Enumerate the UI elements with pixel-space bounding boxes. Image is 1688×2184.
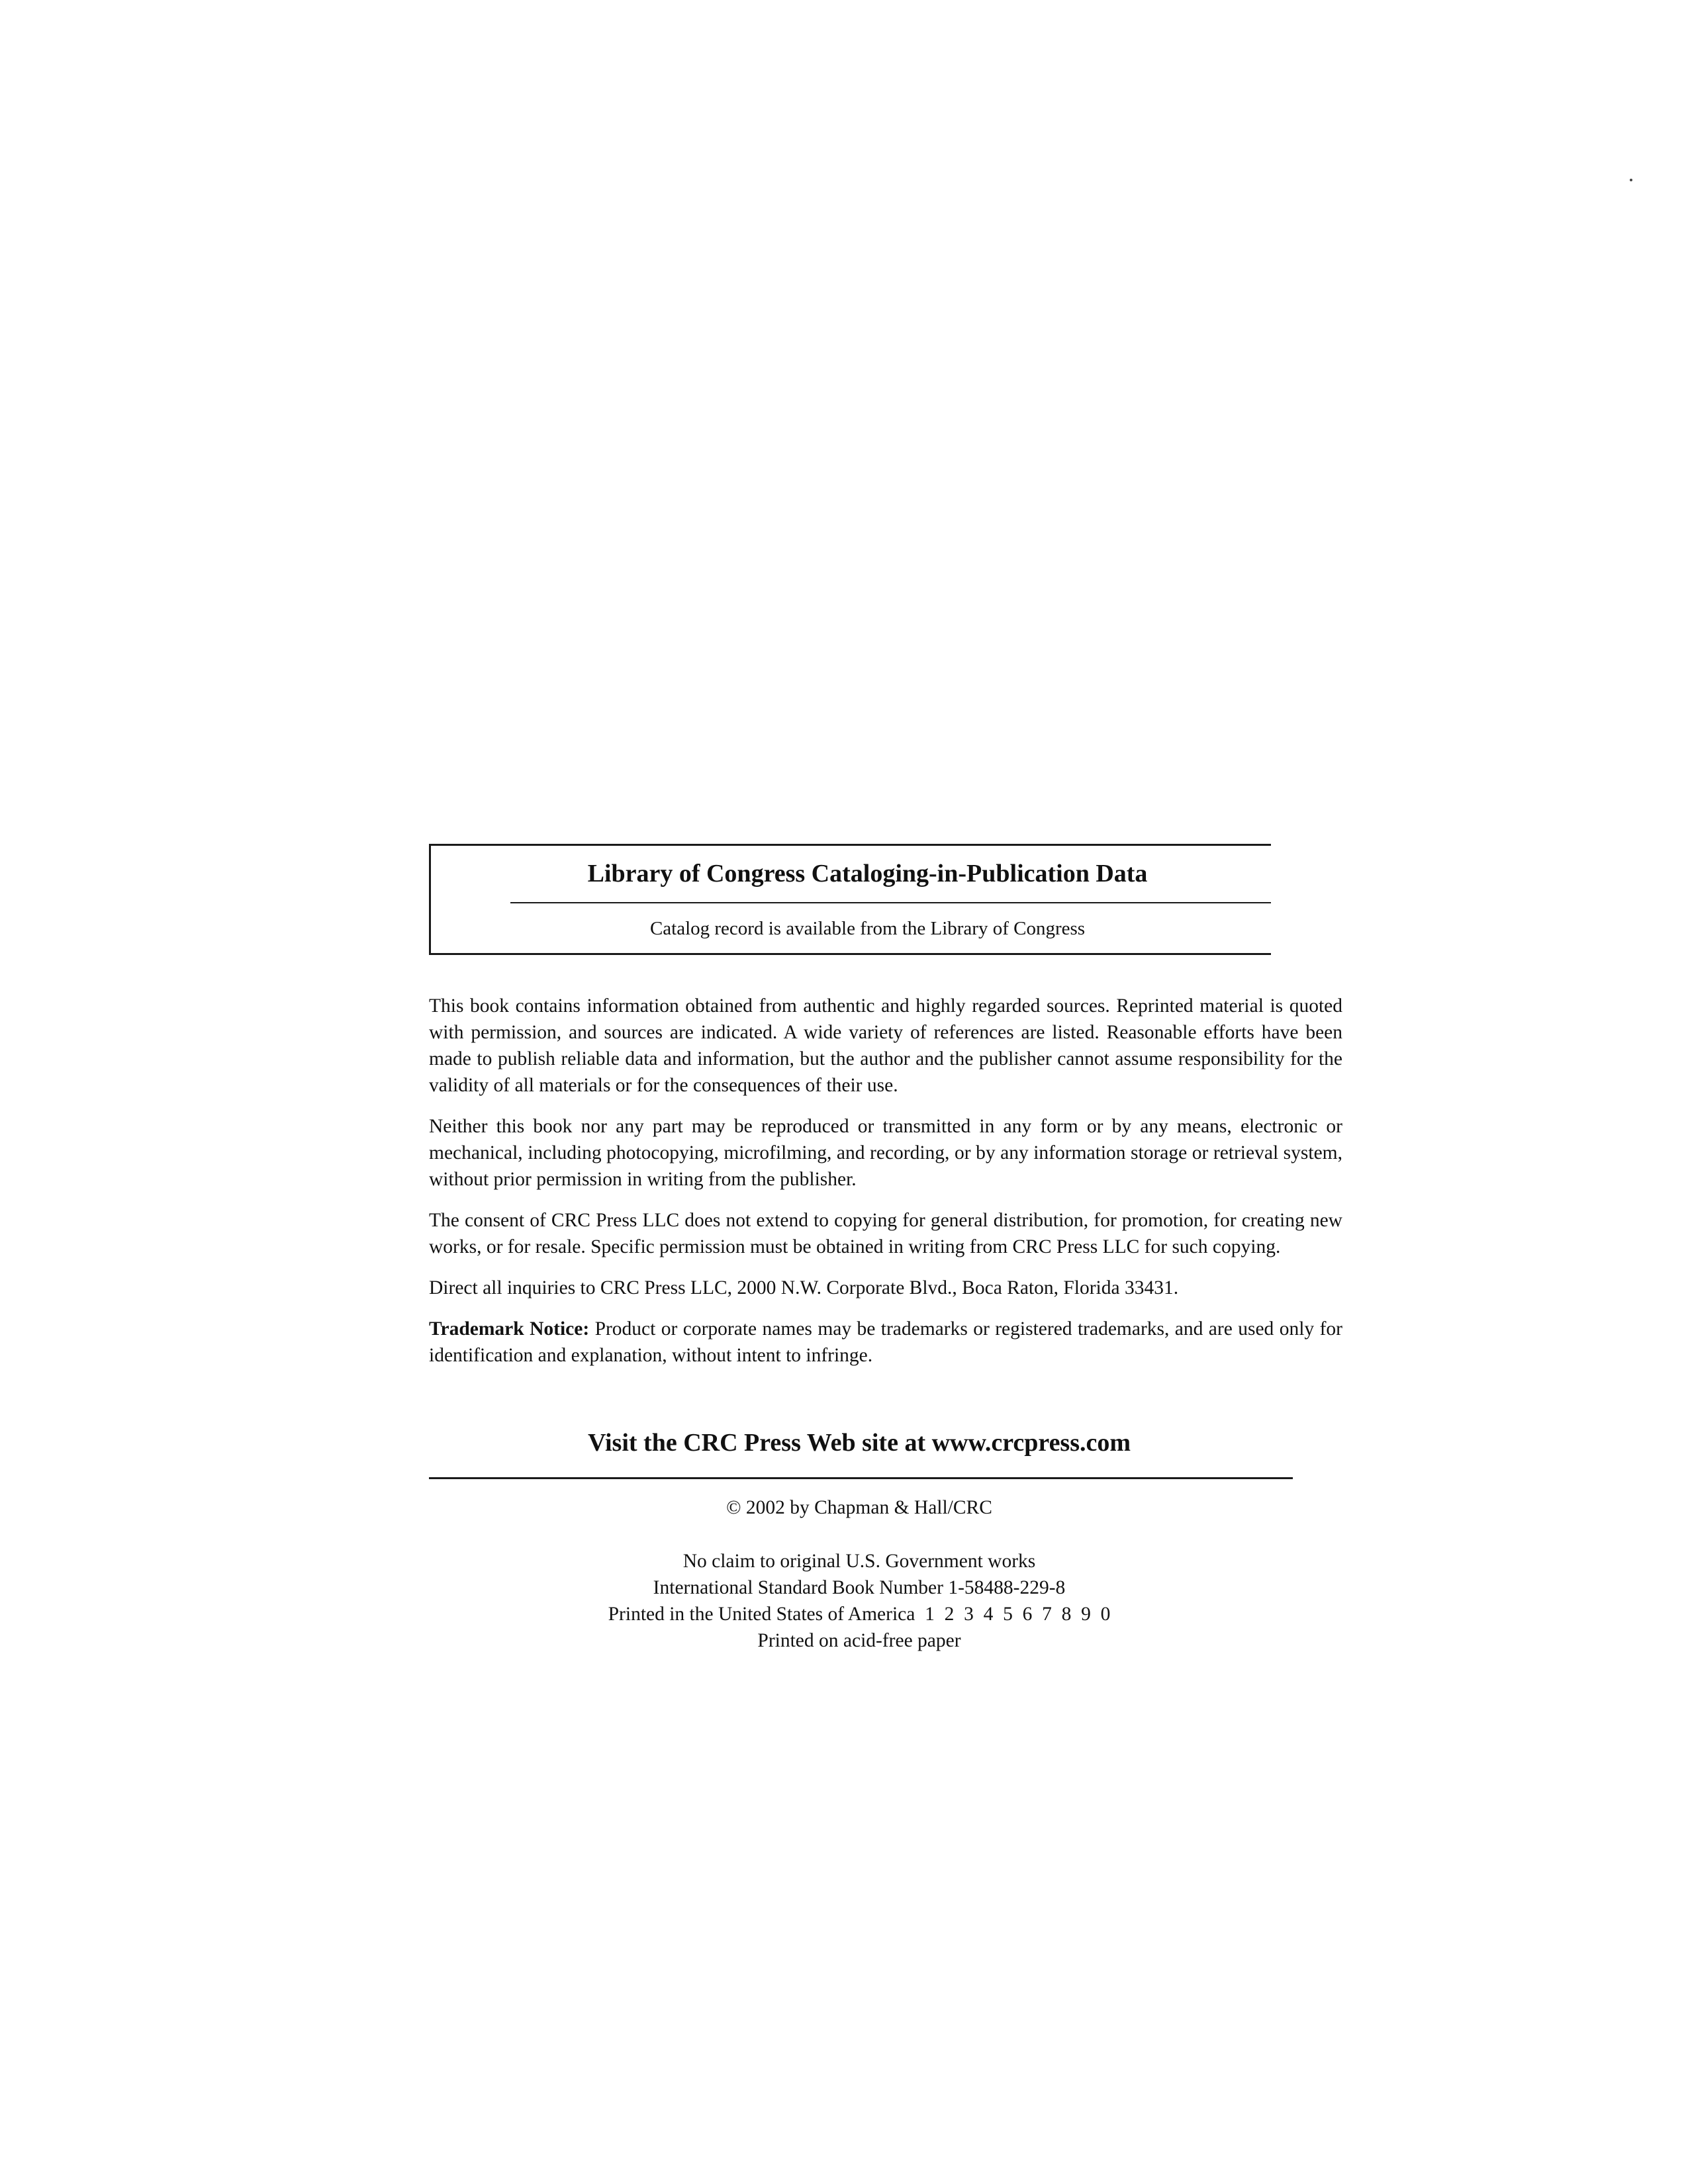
trademark-text: Product or corporate names may be trademarks or registered trademarks, and are used only for identification and explanation, without intent to infringe.: [429, 1318, 1342, 1366]
sources-paragraph: This book contains information obtained from authentic and highly regarded sources. Reprinted material is quoted with permission, and sources are indicated. A wide variety of references are listed. Reasonable efforts have been made to publish reliable data and information, but the author and the publisher cannot assume responsibility for the validity of all materials or for the consequences of their use.: [429, 995, 1342, 1096]
government-works-line: No claim to original U.S. Government works: [682, 1551, 1036, 1572]
isbn-line: International Standard Book Number 1-58488-229-8: [653, 1577, 1066, 1598]
scan-speck: [1630, 179, 1632, 181]
legal-notices: [429, 993, 1342, 1383]
inquiries-paragraph: Direct all inquiries to CRC Press LLC, 2000 N.W. Corporate Blvd., Boca Raton, Florida 33431.: [429, 1277, 1179, 1298]
copyright-line: © 2002 by Chapman & Hall/CRC: [726, 1497, 992, 1518]
publication-details: [429, 1548, 1289, 1654]
cip-record-note: Catalog record is available from the Library of Congress: [649, 918, 1086, 939]
copyright-divider: [429, 1477, 1293, 1479]
consent-paragraph: The consent of CRC Press LLC does not extend to copying for general distribution, for promotion, for creating new works, or for resale. Specific permission must be obtained in writing from CRC Press LLC for such copying.: [429, 1210, 1342, 1257]
trademark-paragraph: [429, 1316, 1342, 1369]
printed-in-line: Printed in the United States of America 1 2 3 4 5 6 7 8 9 0: [608, 1604, 1111, 1625]
website-line: Visit the CRC Press Web site at www.crcpress.com: [587, 1429, 1131, 1457]
acid-free-line: Printed on acid-free paper: [757, 1630, 961, 1651]
cip-title: Library of Congress Cataloging-in-Publication Data: [587, 860, 1148, 887]
reproduction-paragraph: Neither this book nor any part may be reproduced or transmitted in any form or by any means, electronic or mechanical, including photocopying, microfilming, and recording, or by any information storage or retrieval system, without prior permission in writing from the publisher.: [429, 1116, 1342, 1190]
trademark-label: Trademark Notice:: [429, 1318, 590, 1340]
cip-divider: [510, 902, 1271, 903]
cip-data-box: [429, 844, 1271, 955]
